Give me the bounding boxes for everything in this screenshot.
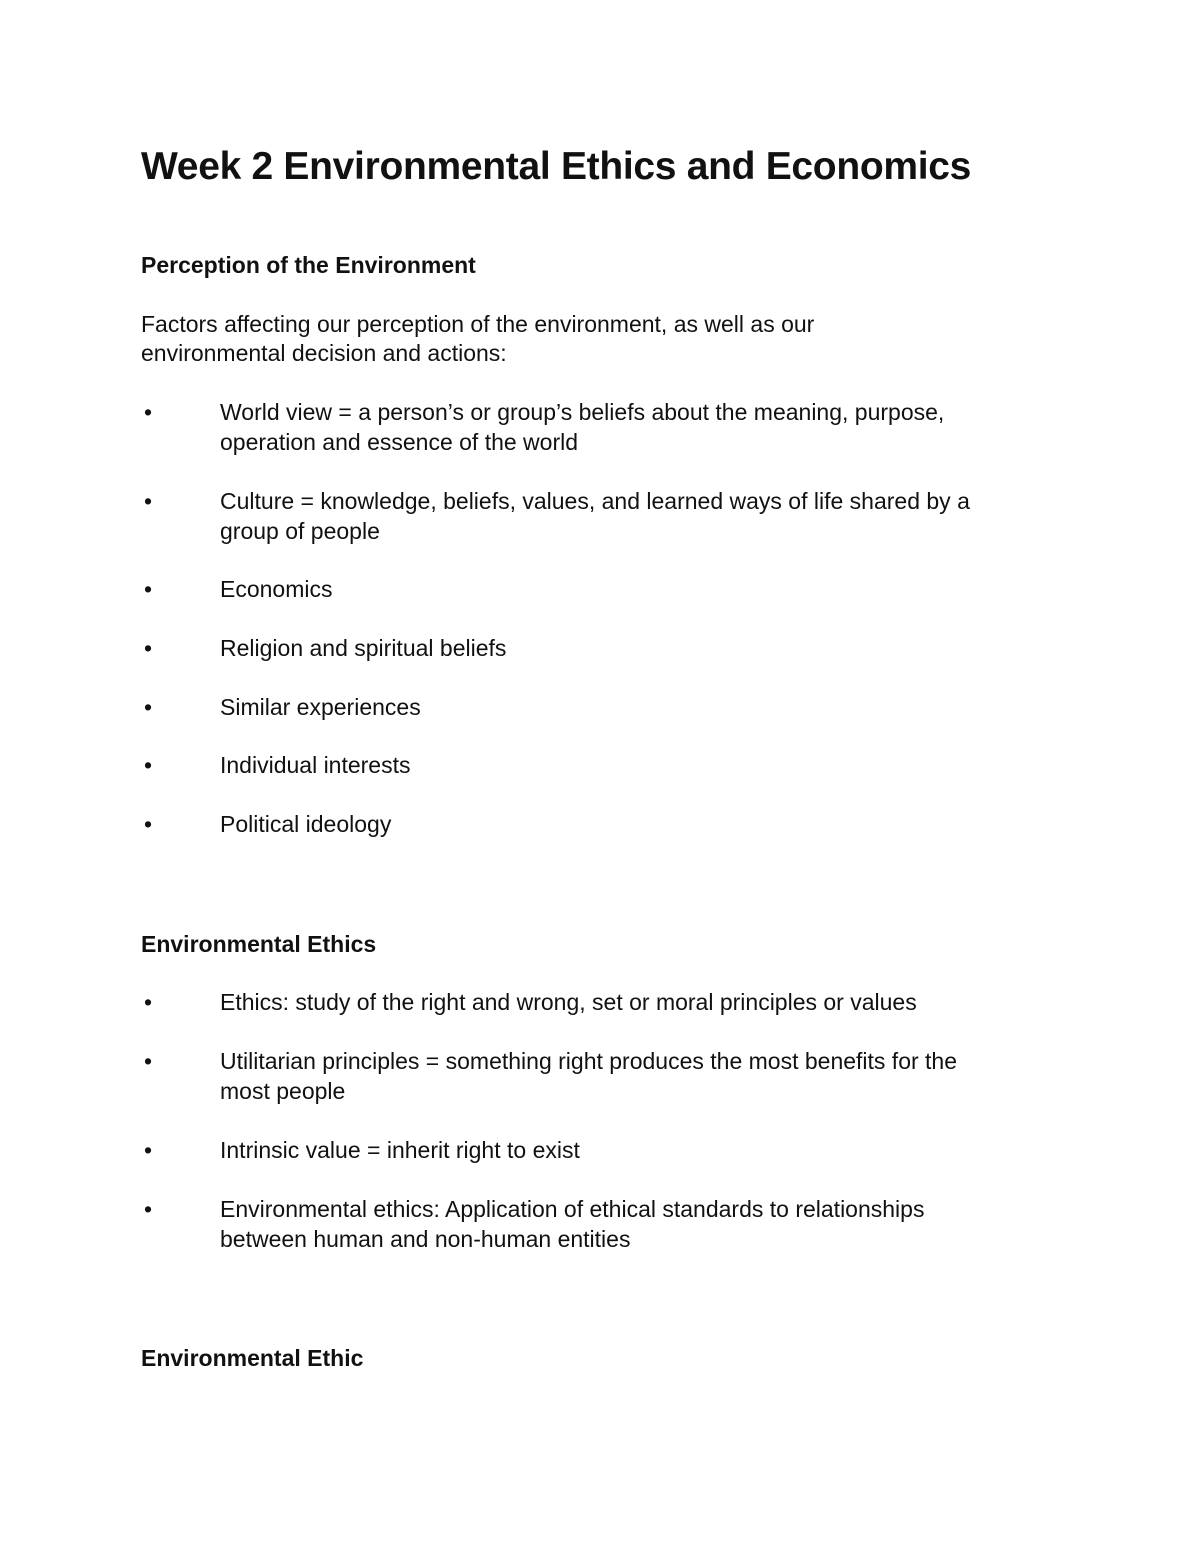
bullet-icon: •: [144, 752, 153, 778]
list-item-text: Ethics: study of the right and wrong, set or moral principles or values: [220, 989, 917, 1015]
intro-paragraph: [141, 310, 1041, 368]
list-item-line: operation and essence of the world: [220, 429, 579, 455]
bullet-icon: •: [144, 635, 153, 661]
list-item-text: [220, 1194, 1080, 1254]
bullet-icon: •: [144, 1196, 153, 1222]
bullet-icon: •: [144, 399, 153, 425]
list-item-text: Religion and spiritual beliefs: [220, 635, 507, 661]
intro-line-2: environmental decision and actions:: [141, 340, 507, 366]
list-item-text: [220, 1046, 1080, 1106]
list-item-line: most people: [220, 1078, 346, 1104]
page-title: Week 2 Environmental Ethics and Economics: [141, 145, 972, 188]
list-item-text: Intrinsic value = inherit right to exist: [220, 1137, 580, 1163]
bullet-icon: •: [144, 1137, 153, 1163]
list-item-line: Environmental ethics: Application of ethical standards to relationships: [220, 1196, 925, 1222]
list-item-line: Culture = knowledge, beliefs, values, and learned ways of life shared by a: [220, 488, 970, 514]
list-item-line: between human and non-human entities: [220, 1226, 631, 1252]
list-item-text: [220, 397, 1080, 457]
section-heading-environmental-ethic: Environmental Ethic: [141, 1345, 364, 1371]
list-item-text: Economics: [220, 576, 333, 602]
list-item-text: Political ideology: [220, 811, 392, 837]
intro-line-1: Factors affecting our perception of the environment, as well as our: [141, 311, 815, 337]
list-item-text: Similar experiences: [220, 694, 421, 720]
section-heading-environmental-ethics: Environmental Ethics: [141, 931, 377, 957]
list-item-line: World view = a person’s or group’s beliefs about the meaning, purpose,: [220, 399, 945, 425]
bullet-icon: •: [144, 694, 153, 720]
bullet-icon: •: [144, 1048, 153, 1074]
list-item-line: Utilitarian principles = something right produces the most benefits for the: [220, 1048, 958, 1074]
bullet-icon: •: [144, 989, 153, 1015]
list-item-text: Individual interests: [220, 752, 411, 778]
list-item-line: group of people: [220, 518, 380, 544]
bullet-icon: •: [144, 811, 153, 837]
bullet-icon: •: [144, 576, 153, 602]
bullet-icon: •: [144, 488, 153, 514]
list-item-text: [220, 486, 1080, 546]
section-heading-perception: Perception of the Environment: [141, 252, 476, 278]
